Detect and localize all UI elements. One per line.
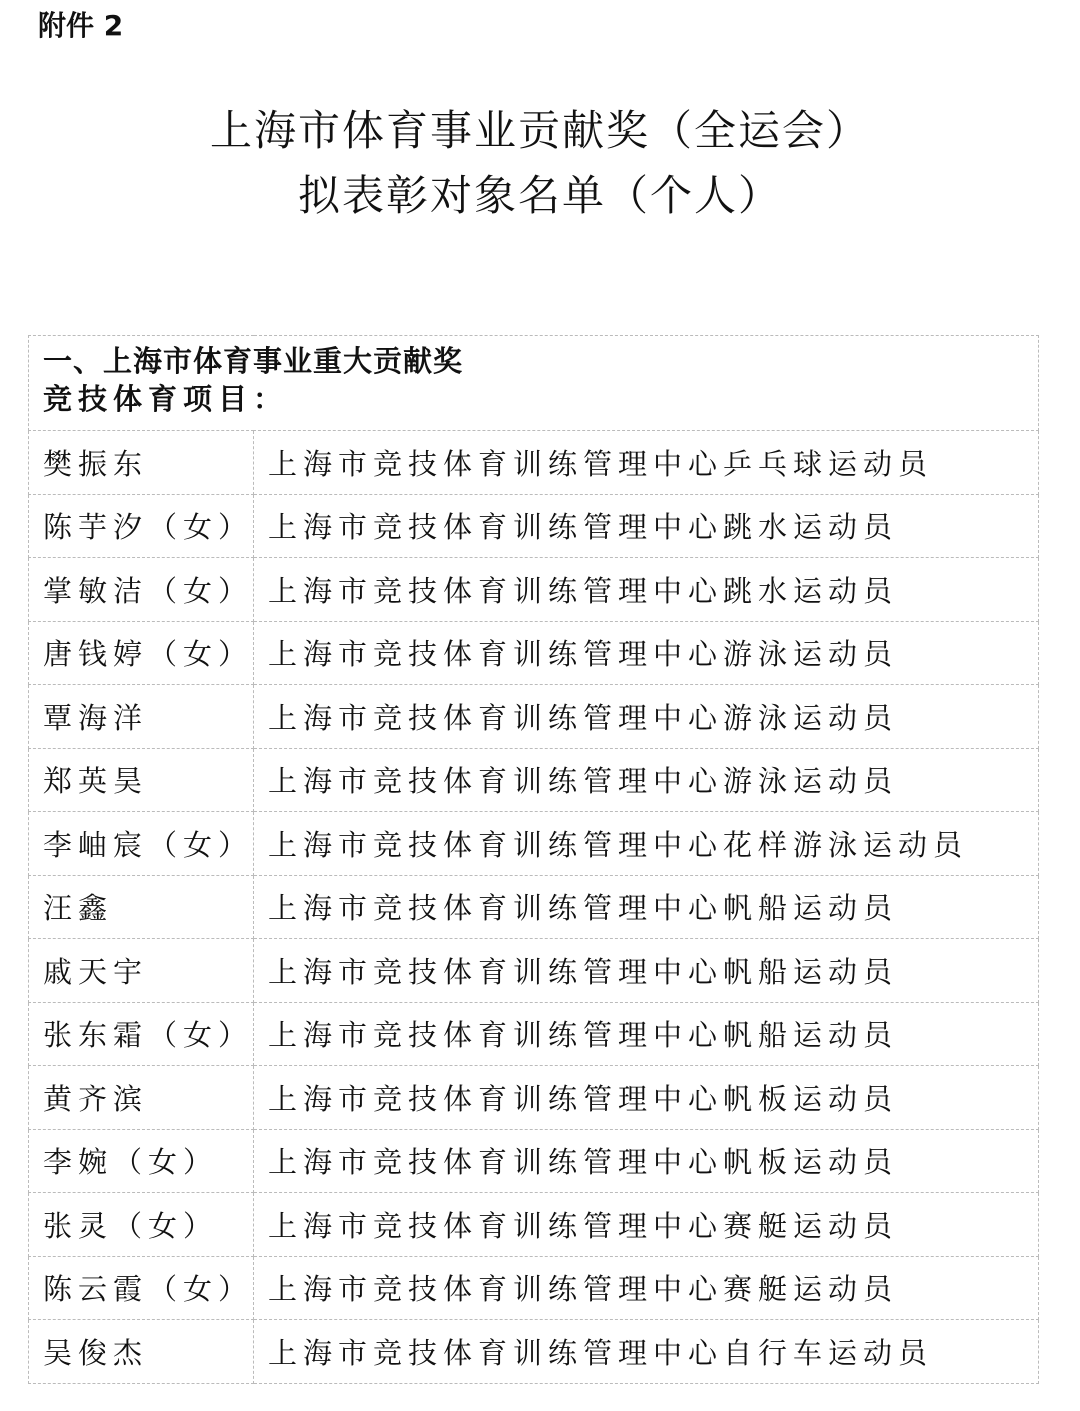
honoree-name: 戚天宇 xyxy=(29,939,254,1003)
table-row xyxy=(29,431,1039,495)
table-row xyxy=(29,1256,1039,1320)
honoree-name: 唐钱婷（女） xyxy=(29,621,254,685)
honoree-unit: 上海市竞技体育训练管理中心游泳运动员 xyxy=(254,621,1039,685)
table-row xyxy=(29,875,1039,939)
table-row xyxy=(29,621,1039,685)
honoree-name: 张东霜（女） xyxy=(29,1002,254,1066)
honoree-table xyxy=(28,335,1039,1384)
table-row xyxy=(29,1193,1039,1257)
attachment-label: 附件 2 xyxy=(38,9,124,42)
table-row xyxy=(29,558,1039,622)
table-row xyxy=(29,939,1039,1003)
honoree-unit: 上海市竞技体育训练管理中心帆船运动员 xyxy=(254,1002,1039,1066)
table-row xyxy=(29,685,1039,749)
table-row xyxy=(29,1320,1039,1384)
honoree-unit: 上海市竞技体育训练管理中心游泳运动员 xyxy=(254,748,1039,812)
document-title-line2: 拟表彰对象名单（个人） xyxy=(297,171,782,220)
honoree-unit: 上海市竞技体育训练管理中心乒乓球运动员 xyxy=(254,431,1039,495)
honoree-name: 吴俊杰 xyxy=(29,1320,254,1384)
honoree-name: 张灵（女） xyxy=(29,1193,254,1257)
document-title-line1: 上海市体育事业贡献奖（全运会） xyxy=(209,106,870,155)
section-header-cell xyxy=(29,336,1039,431)
honoree-name: 黄齐滨 xyxy=(29,1066,254,1130)
honoree-unit: 上海市竞技体育训练管理中心帆船运动员 xyxy=(254,939,1039,1003)
honoree-unit: 上海市竞技体育训练管理中心帆板运动员 xyxy=(254,1066,1039,1130)
honoree-name: 李婉（女） xyxy=(29,1129,254,1193)
table-row xyxy=(29,494,1039,558)
honoree-unit: 上海市竞技体育训练管理中心自行车运动员 xyxy=(254,1320,1039,1384)
honoree-name: 郑英昊 xyxy=(29,748,254,812)
honoree-unit: 上海市竞技体育训练管理中心帆板运动员 xyxy=(254,1129,1039,1193)
table-row xyxy=(29,748,1039,812)
table-row xyxy=(29,1129,1039,1193)
honoree-unit: 上海市竞技体育训练管理中心赛艇运动员 xyxy=(254,1256,1039,1320)
honoree-unit: 上海市竞技体育训练管理中心赛艇运动员 xyxy=(254,1193,1039,1257)
table-header-row xyxy=(29,336,1039,431)
honoree-name: 掌敏洁（女） xyxy=(29,558,254,622)
honoree-unit: 上海市竞技体育训练管理中心帆船运动员 xyxy=(254,875,1039,939)
honoree-name: 陈芋汐（女） xyxy=(29,494,254,558)
table-row xyxy=(29,1002,1039,1066)
honoree-name: 汪鑫 xyxy=(29,875,254,939)
honoree-unit: 上海市竞技体育训练管理中心跳水运动员 xyxy=(254,494,1039,558)
honoree-unit: 上海市竞技体育训练管理中心游泳运动员 xyxy=(254,685,1039,749)
honoree-name: 李岫宸（女） xyxy=(29,812,254,876)
section-heading: 一、上海市体育事业重大贡献奖 xyxy=(43,344,464,378)
table-row xyxy=(29,812,1039,876)
honoree-unit: 上海市竞技体育训练管理中心跳水运动员 xyxy=(254,558,1039,622)
table-row xyxy=(29,1066,1039,1130)
honoree-unit: 上海市竞技体育训练管理中心花样游泳运动员 xyxy=(254,812,1039,876)
honoree-name: 覃海洋 xyxy=(29,685,254,749)
honoree-name: 陈云霞（女） xyxy=(29,1256,254,1320)
honoree-name: 樊振东 xyxy=(29,431,254,495)
subsection-heading: 竞技体育项目： xyxy=(43,382,289,416)
